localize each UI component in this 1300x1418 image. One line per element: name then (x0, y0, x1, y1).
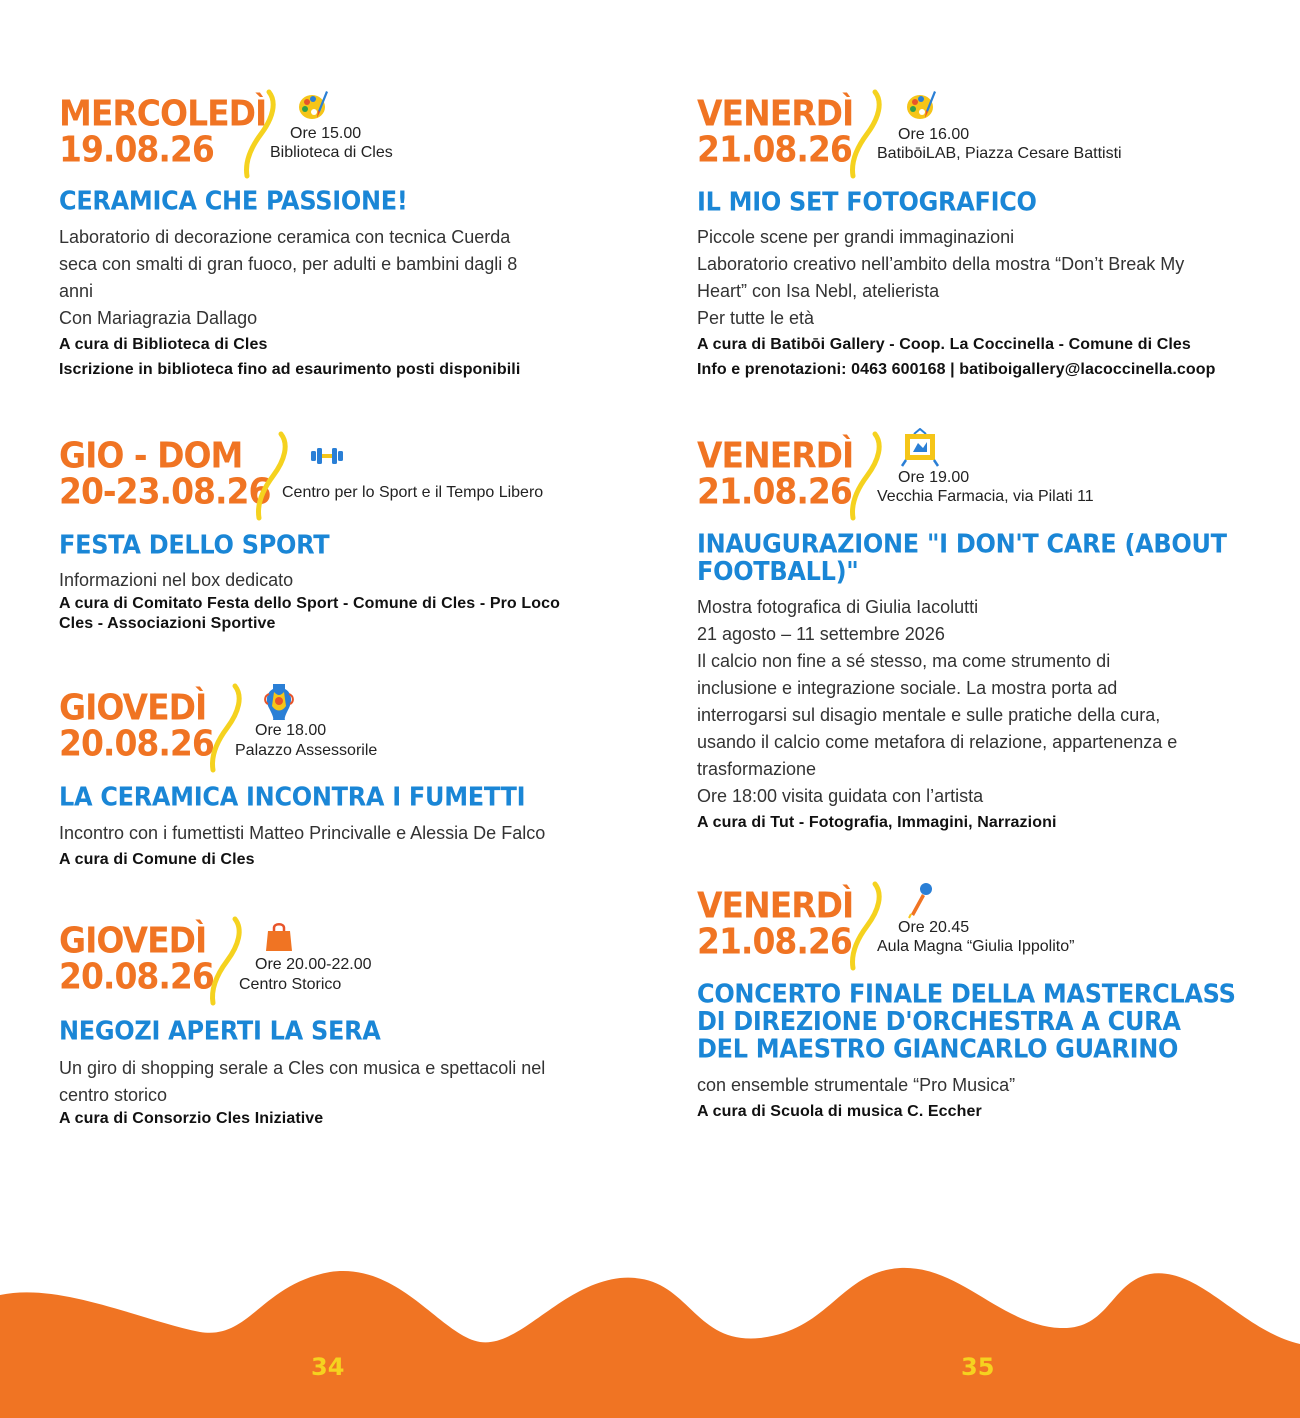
event-card (59, 682, 619, 882)
event-day: GIO - DOM (59, 434, 243, 477)
event-body (59, 567, 560, 634)
swoosh-divider (845, 880, 895, 972)
event-day: GIOVEDÌ (59, 919, 207, 962)
event-location: Aula Magna “Giulia Ippolito” (877, 938, 1075, 955)
event-credit: A cura di Tut - Fotografia, Immagini, Narrazioni (697, 814, 1057, 831)
event-description: Laboratorio creativo nell’ambito della mostra “Don’t Break My (697, 254, 1185, 274)
event-time: Ore 20.45 (898, 919, 970, 936)
event-description: centro storico (59, 1085, 168, 1105)
event-location: Biblioteca di Cles (270, 144, 393, 161)
event-date: 21.08.26 (697, 470, 852, 513)
event-description: Ore 18:00 visita guidata con l’artista (697, 786, 984, 806)
event-title: LA CERAMICA INCONTRA I FUMETTI (59, 781, 526, 812)
event-body (59, 224, 520, 382)
event-header (59, 915, 619, 1015)
event-credit: Iscrizione in biblioteca fino ad esaurimento posti disponibili (59, 361, 521, 378)
event-description: inclusione e integrazione sociale. La mostra porta ad (697, 678, 1118, 698)
event-card (697, 880, 1257, 1140)
event-date: 20.08.26 (59, 955, 214, 998)
event-header (59, 88, 619, 188)
event-description: Con Mariagrazia Dallago (59, 308, 258, 328)
event-location: BatibōiLAB, Piazza Cesare Battisti (877, 145, 1122, 162)
event-credit: A cura di Batibōi Gallery - Coop. La Coccinella - Comune di Cles (697, 336, 1191, 353)
event-title: FESTA DELLO SPORT (59, 529, 330, 560)
swoosh-divider (845, 430, 895, 522)
event-credit: A cura di Consorzio Cles Iniziative (59, 1110, 324, 1127)
right-page (650, 0, 1300, 1418)
event-description: Laboratorio di decorazione ceramica con tecnica Cuerda (59, 227, 511, 247)
event-credit: A cura di Comune di Cles (59, 851, 255, 868)
shopping-bag-icon (259, 917, 299, 957)
event-credit: Info e prenotazioni: 0463 600168 | batiboigallery@lacoccinella.coop (697, 361, 1216, 378)
event-title: CONCERTO FINALE DELLA MASTERCLASS DI DIREZIONE D'ORCHESTRA A CURA DEL MAESTRO GIANCARLO GUARINO (697, 978, 1236, 1064)
palette-icon (903, 86, 943, 126)
vase-icon (259, 682, 299, 722)
event-card (59, 88, 619, 388)
event-description: Il calcio non fine a sé stesso, ma come strumento di (697, 651, 1111, 671)
event-header (697, 88, 1257, 188)
footer-wave (0, 1260, 1300, 1418)
framed-picture-icon (900, 428, 940, 468)
event-credit: A cura di Comitato Festa dello Sport - Comune di Cles - Pro Loco (59, 595, 560, 612)
event-time: Ore 20.00-22.00 (255, 956, 372, 973)
event-date: 20-23.08.26 (59, 470, 271, 513)
page-number-left: 34 (311, 1353, 345, 1381)
event-description: interrogarsi sul disagio mentale e sulle pratiche della cura, (697, 705, 1161, 725)
page-number-right: 35 (961, 1353, 995, 1381)
event-card (697, 88, 1257, 388)
event-day: VENERDÌ (697, 884, 854, 927)
event-description: Piccole scene per grandi immaginazioni (697, 227, 1015, 247)
event-location: Centro Storico (239, 976, 342, 993)
event-title: IL MIO SET FOTOGRAFICO (697, 186, 1037, 217)
event-day: GIOVEDÌ (59, 686, 207, 729)
event-card (697, 430, 1257, 850)
event-date: 21.08.26 (697, 128, 852, 171)
event-time: Ore 18.00 (255, 722, 327, 739)
event-card (59, 915, 619, 1135)
event-description: trasformazione (697, 759, 817, 779)
event-location: Palazzo Assessorile (235, 742, 378, 759)
event-credit: A cura di Biblioteca di Cles (59, 336, 268, 353)
event-body (59, 820, 545, 872)
event-location: Centro per lo Sport e il Tempo Libero (282, 484, 544, 501)
event-day: VENERDÌ (697, 434, 854, 477)
microphone-icon (900, 880, 940, 920)
dumbbell-icon (307, 436, 347, 476)
event-credit: Cles - Associazioni Sportive (59, 615, 276, 632)
event-body (697, 594, 1177, 835)
swoosh-divider (845, 88, 895, 180)
event-description: Heart” con Isa Nebl, atelierista (697, 281, 940, 301)
event-date: 19.08.26 (59, 128, 214, 171)
event-body (59, 1055, 545, 1129)
event-description: seca con smalti di gran fuoco, per adulti e bambini dagli 8 (59, 254, 518, 274)
swoosh-divider (205, 682, 255, 774)
event-card (59, 430, 619, 650)
event-description: Informazioni nel box dedicato (59, 570, 294, 590)
event-header (59, 682, 619, 782)
event-header (59, 430, 619, 530)
event-time: Ore 16.00 (898, 126, 970, 143)
event-time: Ore 15.00 (290, 125, 362, 142)
event-description: con ensemble strumentale “Pro Musica” (697, 1075, 1016, 1095)
event-body (697, 224, 1216, 382)
event-day: MERCOLEDÌ (59, 92, 267, 135)
event-header (697, 430, 1257, 530)
event-description: Mostra fotografica di Giulia Iacolutti (697, 597, 979, 617)
event-credit: A cura di Scuola di musica C. Eccher (697, 1103, 982, 1120)
event-description: Un giro di shopping serale a Cles con musica e spettacoli nel (59, 1058, 546, 1078)
event-day: VENERDÌ (697, 92, 854, 135)
event-time: Ore 19.00 (898, 469, 970, 486)
swoosh-divider (251, 430, 301, 522)
event-description: usando il calcio come metafora di relazione, appartenenza e (697, 732, 1178, 752)
event-title: CERAMICA CHE PASSIONE! (59, 185, 408, 216)
event-description: 21 agosto – 11 settembre 2026 (697, 624, 945, 644)
event-title: NEGOZI APERTI LA SERA (59, 1015, 381, 1046)
event-body (697, 1072, 1015, 1124)
event-date: 21.08.26 (697, 920, 852, 963)
event-description: Per tutte le età (697, 308, 815, 328)
palette-icon (295, 86, 335, 126)
event-header (697, 880, 1257, 980)
event-description: anni (59, 281, 94, 301)
event-description: Incontro con i fumettisti Matteo Princivalle e Alessia De Falco (59, 823, 546, 843)
event-title: INAUGURAZIONE "I DON'T CARE (ABOUT FOOTBALL)" (697, 528, 1227, 587)
event-date: 20.08.26 (59, 722, 214, 765)
event-location: Vecchia Farmacia, via Pilati 11 (877, 488, 1094, 505)
swoosh-divider (239, 88, 289, 180)
